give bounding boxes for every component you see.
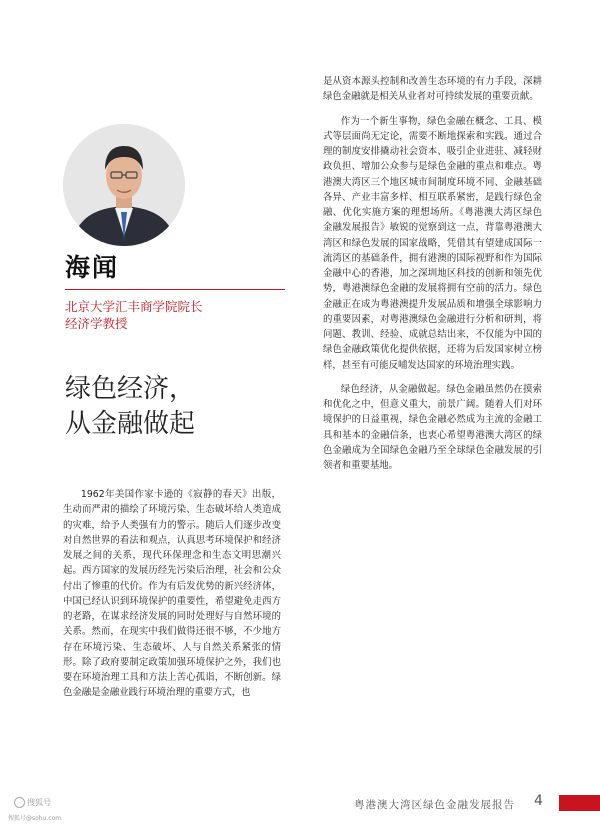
- watermark: [14, 797, 51, 808]
- divider: [65, 289, 285, 290]
- paragraph-continuation: 是从资本源头控制和改善生态环境的有力手段，深耕绿色金融就是相关从业者对可持续发展的重要贡献。: [323, 76, 542, 103]
- paragraph: 作为一个新生事物，绿色金融在概念、工具、模式等层面尚无定论，需要不断地探索和实践。通过合理的制度安排撬动社会资本、吸引企业进驻、减轻财政负担、增加公众参与是绿色金融的重点和难点。粤港澳大湾区三个地区城市间制度环境不同、金融基础各异、产业丰富多样、相互联系紧密，是践行绿色金融、优化实施方案的理想场所。《粤港澳大湾区绿色金融发展报告》敏锐的觉察到这一点，背靠粤港澳大湾区和绿色发展的国家战略，凭借其有望建成国际一流湾区的基础条件，拥有港澳的国际视野和作为国际金融中心的香港，加之深圳地区科技的创新和领先优势，粤港澳绿色金融的发展将拥有空前的活力。绿色金融正在成为粤港澳提升发展品质和增强全球影响力的重要因素，对粤港澳绿色金融进行分析和研判，将问题、教训、经验、成就总结出来，不仅能为中国的绿色金融政策优化提供依据，还将为后发国家树立榜样，甚至有可能反哺发达国家的环境治理实践。: [323, 115, 542, 371]
- page-number: 4: [534, 793, 543, 809]
- author-title-line1: 北京大学汇丰商学院院长: [65, 299, 203, 314]
- footer-accent-bar: [559, 795, 600, 811]
- author-name: 海闻: [65, 253, 120, 282]
- headline-line1: 绿色经济，: [65, 374, 196, 404]
- paragraph: 1962年美国作家卡逊的《寂静的春天》出版，生动而严肃的描绘了环境污染、生态破坏给人类造成的灾难，给予人类强有力的警示。随后人们逐步改变对自然世界的看法和观点，认真思考环境保护和经济发展之间的关系，现代环保理念和生态文明思潮兴起。西方国家的发展历经先污染后治理，社会和公众付出了惨重的代价。作为有后发优势的新兴经济体，中国已经认识到环境保护的重要性，希望避免走西方的老路，在谋求经济发展的同时处理好与自然环境的关系。然而，在现实中我们做得还很不够，不少地方存在环境污染、生态破坏、人与自然关系紧张的情形。除了政府要制定政策加强环境保护之外，我们也要在环境治理工具和方法上苦心孤诣，不断创新。绿色金融是金融业践行环境治理的重要方式，也: [63, 489, 281, 699]
- sohu-logo-icon: [14, 797, 25, 808]
- left-column: [63, 487, 281, 701]
- footer-report-title: 粤港澳大湾区绿色金融发展报告: [354, 799, 515, 811]
- watermark-subtext: 搜狐号@sohu.com: [8, 815, 62, 822]
- person-portrait-icon: [63, 124, 185, 246]
- author-portrait: [63, 124, 185, 246]
- right-column: [323, 74, 542, 473]
- watermark-text: 搜狐号: [27, 798, 51, 807]
- author-title-line2: 经济学教授: [65, 316, 128, 331]
- paragraph: 绿色经济，从金融做起。绿色金融虽然仍在摸索和优化之中，但意义重大，前景广阔。随着人们对环境保护的日益重视，绿色金融必然成为主流的金融工具和基本的金融信条，也衷心希望粤港澳大湾区的绿色金融成为全国绿色金融乃至全球绿色金融发展的引领者和重要基地。: [323, 383, 542, 471]
- article-headline: [65, 372, 195, 442]
- headline-line2: 从金融做起: [65, 409, 196, 439]
